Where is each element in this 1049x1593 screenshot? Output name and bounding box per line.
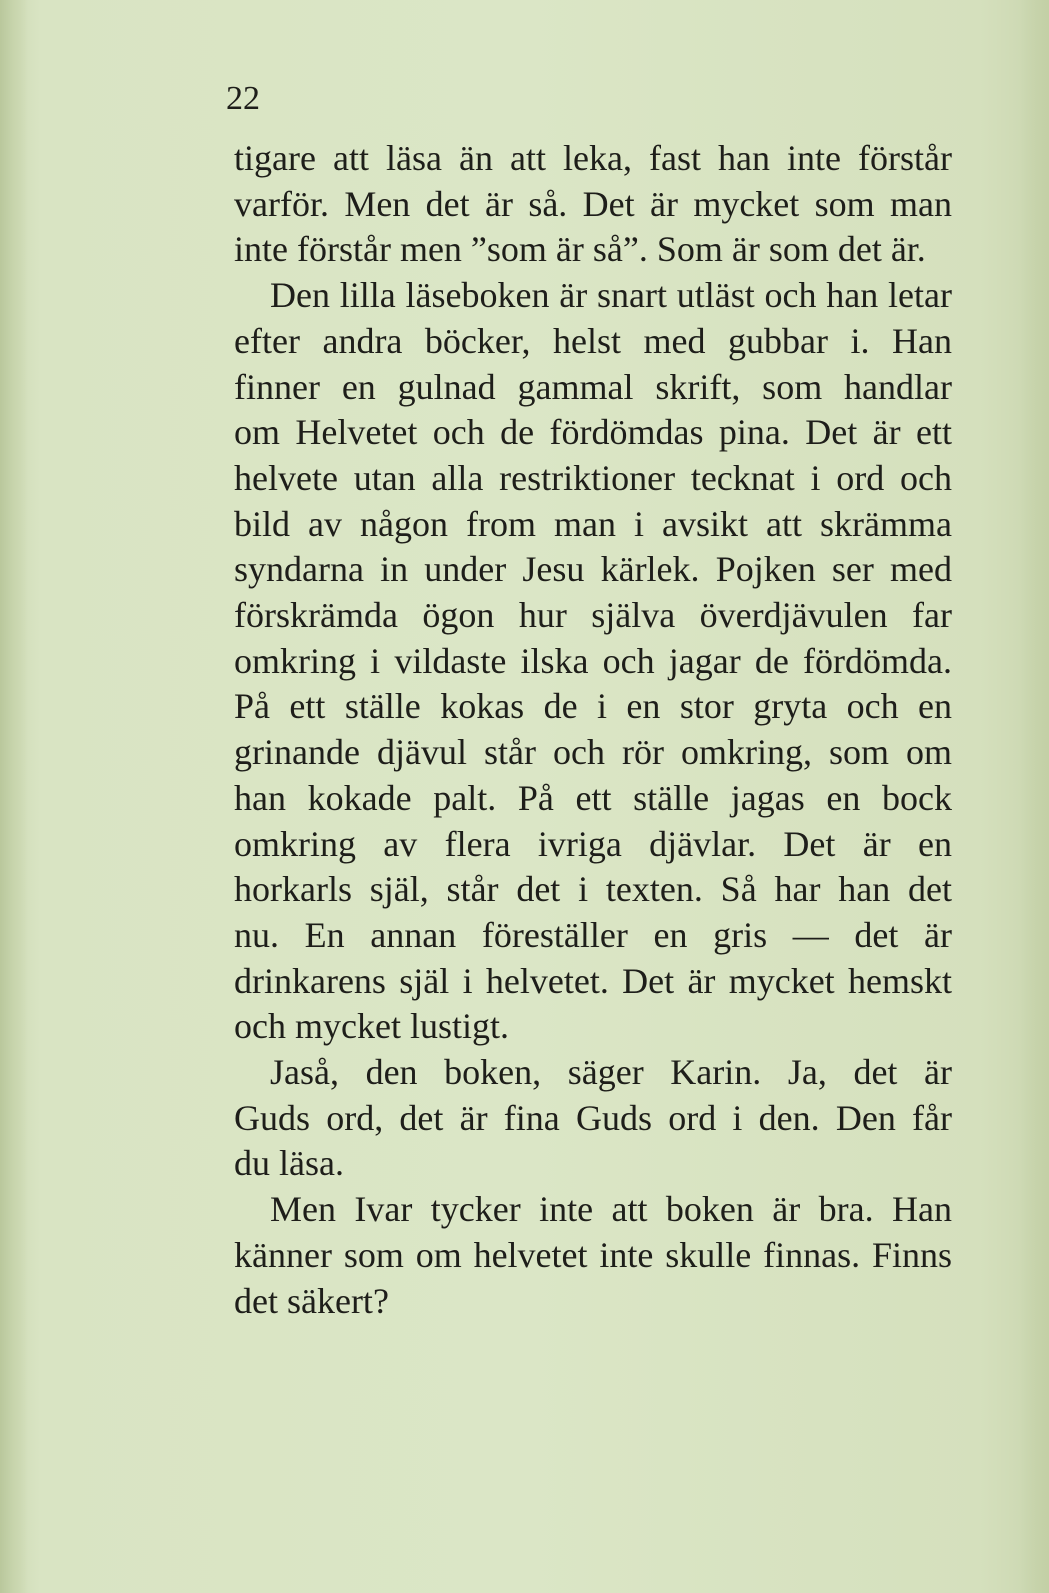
text-line: han kokade palt. På ett ställe jagas en bock [234,777,952,818]
body-text [234,136,952,1324]
text-line: drinkarens själ i helvetet. Det är mycket hemskt [234,960,952,1001]
binding-edge [0,0,28,1593]
page-right-edge [1019,0,1049,1593]
text-line: Men Ivar tycker inte att boken är bra. Han [270,1189,952,1230]
text-line: helvete utan alla restriktioner tecknat i ord och [234,457,952,498]
text-line: omkring av flera ivriga djävlar. Det är en [234,823,952,864]
text-line: varför. Men det är så. Det är mycket som man [234,183,952,224]
text-line: omkring i vildaste ilska och jagar de fördömda. [234,640,952,681]
text-line: bild av någon from man i avsikt att skrämma [234,503,952,544]
text-line: syndarna in under Jesu kärlek. Pojken ser med [234,549,952,590]
text-line: grinande djävul står och rör omkring, som om [234,732,952,773]
text-line: tigare att läsa än att leka, fast han inte förstår [234,138,952,178]
text-line: om Helvetet och de fördömdas pina. Det är ett [234,412,952,453]
text-line: finner en gulnad gammal skrift, som handlar [234,366,952,407]
text-line: och mycket lustigt. [234,1006,509,1047]
text-line: inte förstår men ”som är så”. Som är som det är. [234,229,926,270]
text-line: känner som om helvetet inte skulle finnas. Finns [234,1234,952,1275]
text-line: På ett ställe kokas de i en stor gryta och en [234,686,952,727]
text-line: Den lilla läseboken är snart utläst och han letar [270,275,952,316]
page-number: 22 [226,80,260,117]
text-line: det säkert? [234,1280,389,1321]
text-line: efter andra böcker, helst med gubbar i. Han [234,320,952,361]
text-line: förskrämda ögon hur själva överdjävulen far [234,595,952,636]
text-line: Guds ord, det är fina Guds ord i den. Den får [234,1097,952,1138]
text-line: du läsa. [234,1143,344,1184]
text-line: horkarls själ, står det i texten. Så har han det [234,869,952,910]
text-line: Jaså, den boken, säger Karin. Ja, det är [270,1052,952,1093]
text-line: nu. En annan föreställer en gris — det är [234,914,952,955]
